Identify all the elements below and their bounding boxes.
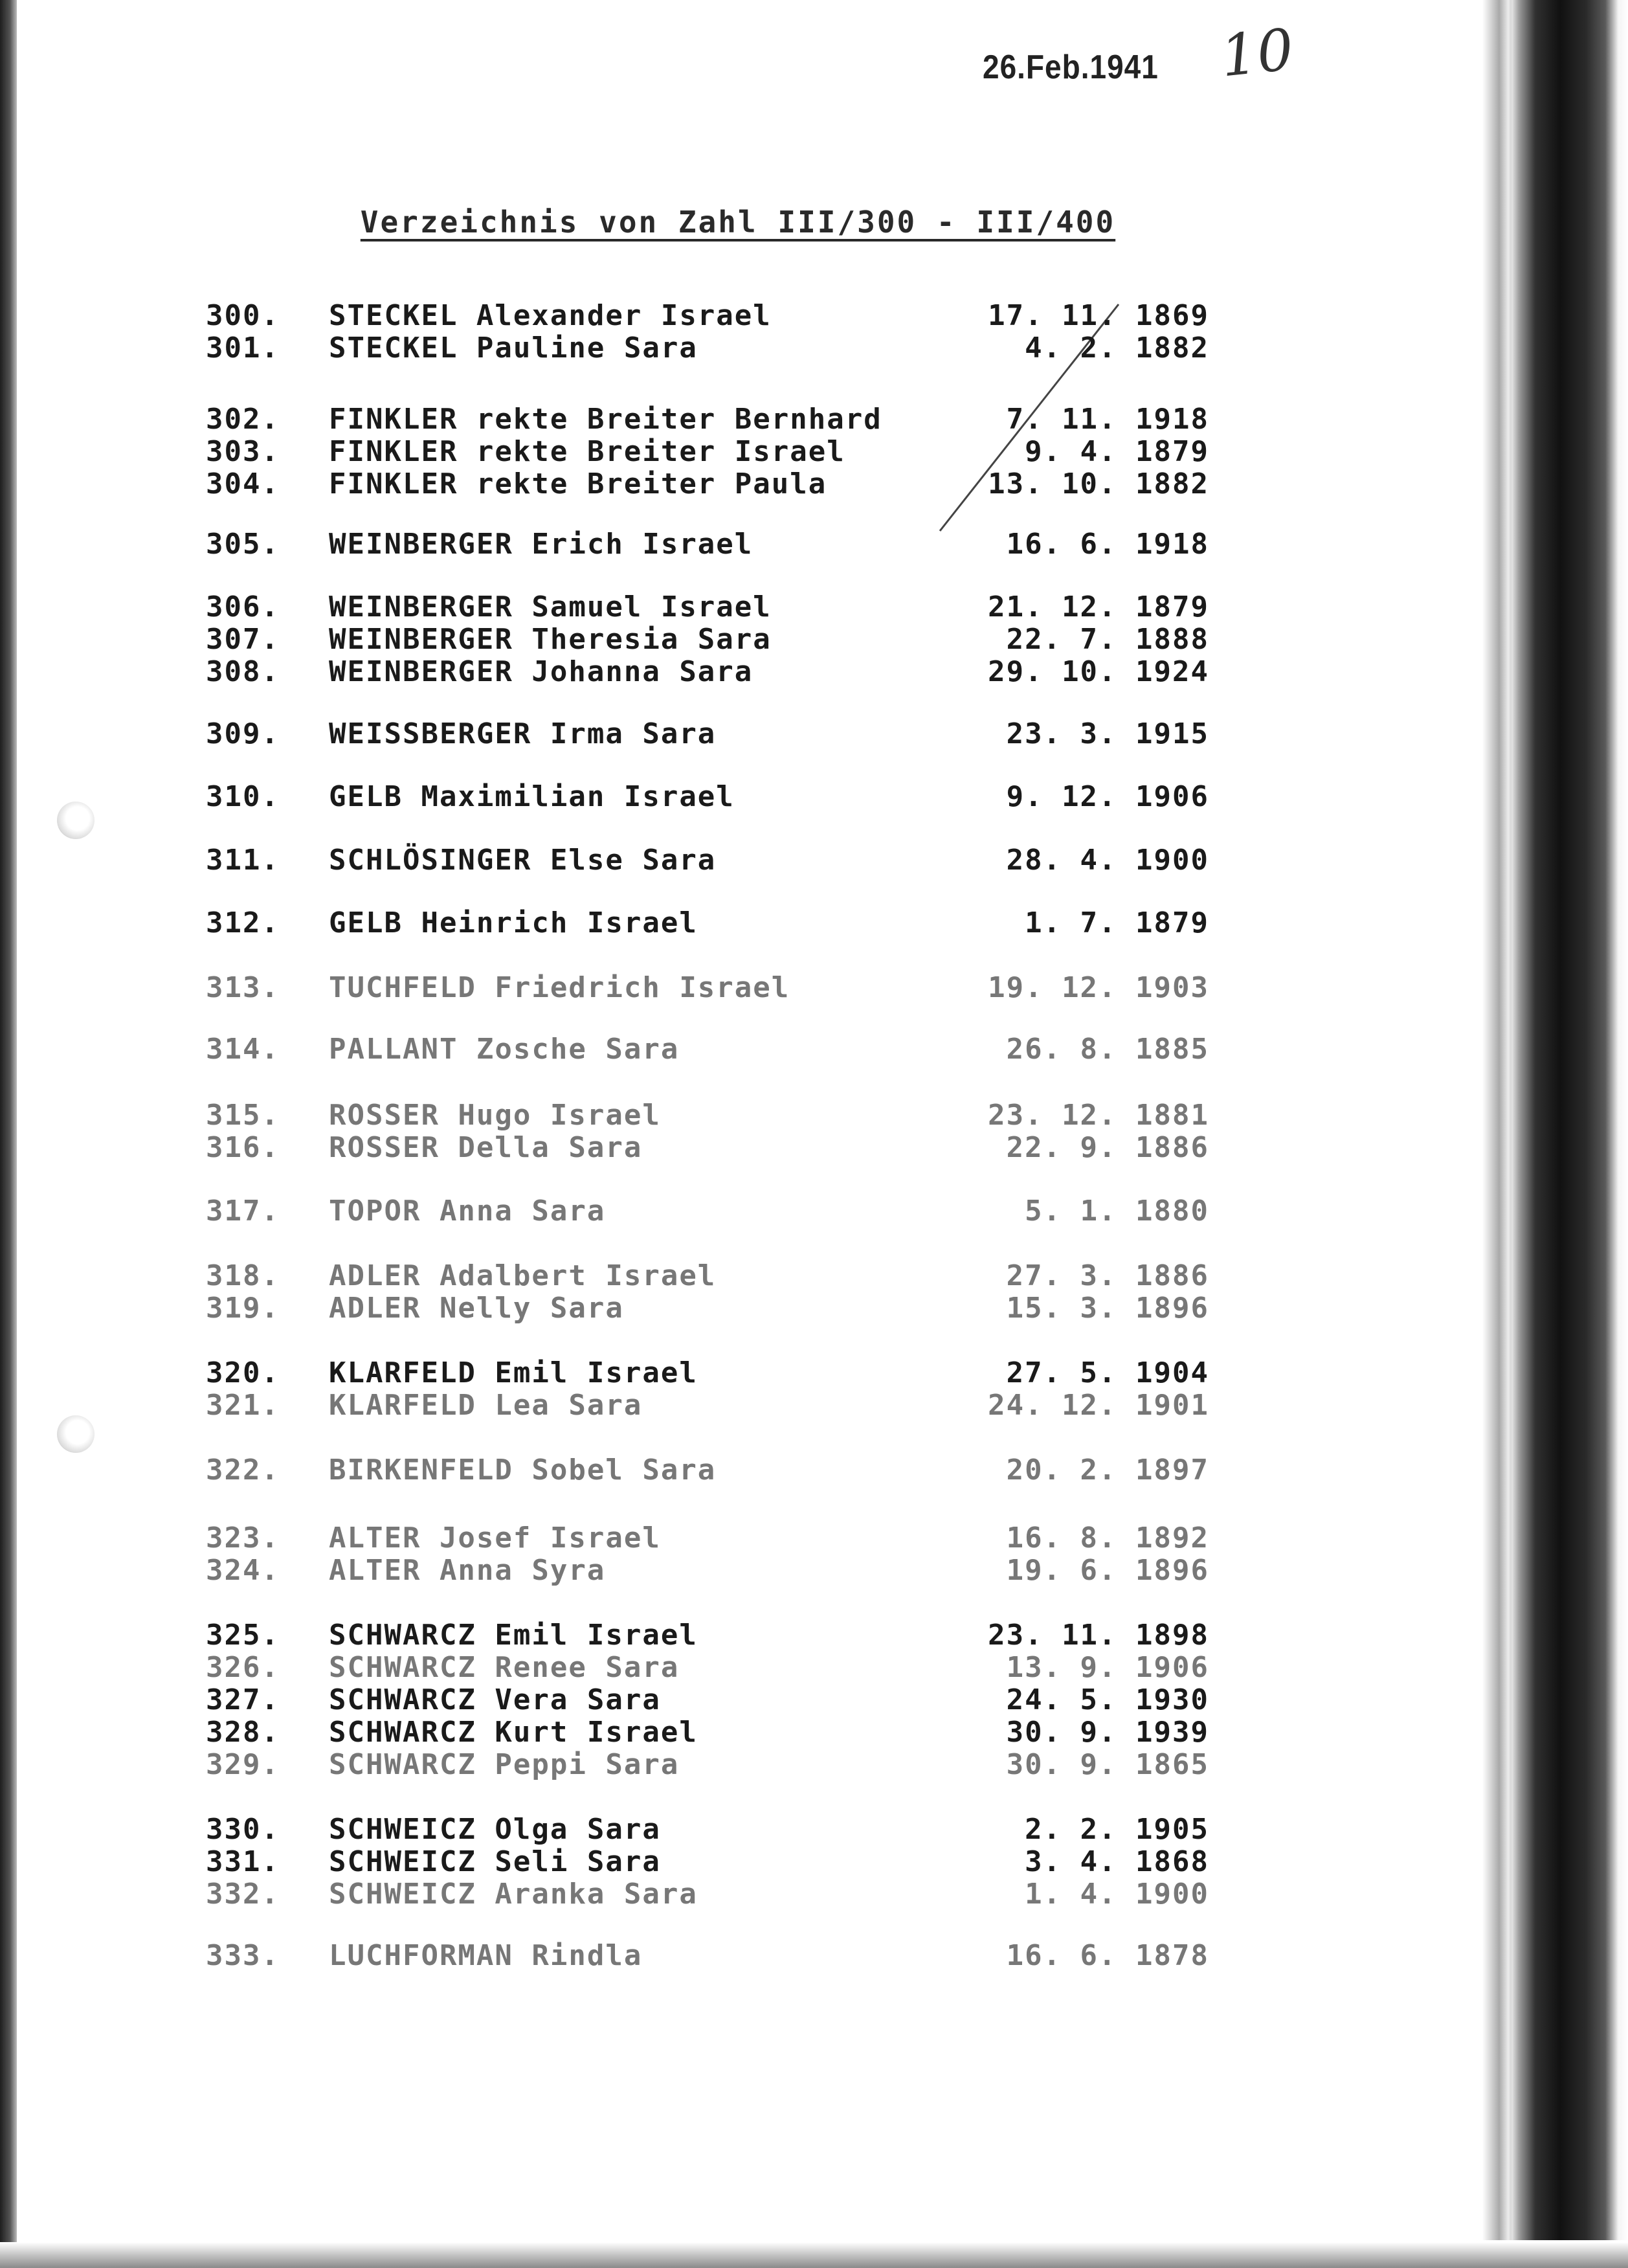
entry-name: FINKLER rekte Breiter Bernhard <box>329 403 882 436</box>
entry-name: STECKEL Pauline Sara <box>329 331 698 365</box>
entry-number: 309. <box>206 717 280 750</box>
entry-number: 318. <box>206 1259 280 1292</box>
entry-birth-date: 20. 2. 1897 <box>1006 1454 1209 1487</box>
entry-name: SCHWARCZ Renee Sara <box>329 1651 680 1684</box>
entry-name: LUCHFORMAN Rindla <box>329 1939 643 1972</box>
entry-birth-date: 22. 7. 1888 <box>1006 623 1209 656</box>
entry-birth-date: 30. 9. 1939 <box>1006 1716 1209 1749</box>
entry-number: 308. <box>206 655 280 688</box>
entry-birth-date: 23. 12. 1881 <box>988 1099 1209 1132</box>
entry-birth-date: 2. 2. 1905 <box>1025 1813 1209 1846</box>
entry-name: FINKLER rekte Breiter Israel <box>329 435 845 468</box>
entry-birth-date: 9. 4. 1879 <box>1025 435 1209 468</box>
entry-name: WEINBERGER Erich Israel <box>329 528 753 561</box>
entry-name: ALTER Josef Israel <box>329 1521 661 1555</box>
entry-name: SCHWARCZ Kurt Israel <box>329 1716 698 1749</box>
entry-name: SCHWEICZ Olga Sara <box>329 1813 661 1846</box>
entry-name: TOPOR Anna Sara <box>329 1195 606 1228</box>
entry-birth-date: 24. 12. 1901 <box>988 1389 1209 1422</box>
entry-birth-date: 16. 8. 1892 <box>1006 1521 1209 1555</box>
entry-birth-date: 7. 11. 1918 <box>1006 403 1209 436</box>
document-date: 26.Feb.1941 <box>983 47 1159 86</box>
entry-number: 328. <box>206 1716 280 1749</box>
list-title: Verzeichnis von Zahl III/300 - III/400 <box>360 205 1116 240</box>
entry-name: STECKEL Alexander Israel <box>329 299 772 332</box>
entry-number: 322. <box>206 1454 280 1487</box>
entry-birth-date: 17. 11. 1869 <box>988 299 1209 332</box>
entry-number: 306. <box>206 590 280 623</box>
entry-name: WEINBERGER Theresia Sara <box>329 623 772 656</box>
entry-number: 303. <box>206 435 280 468</box>
entry-number: 301. <box>206 331 280 365</box>
entry-number: 321. <box>206 1389 280 1422</box>
entry-number: 307. <box>206 623 280 656</box>
entry-birth-date: 27. 5. 1904 <box>1006 1356 1209 1389</box>
entry-number: 314. <box>206 1033 280 1066</box>
entry-birth-date: 24. 5. 1930 <box>1006 1683 1209 1716</box>
entry-birth-date: 26. 8. 1885 <box>1006 1033 1209 1066</box>
entry-birth-date: 19. 12. 1903 <box>988 971 1209 1004</box>
entry-name: SCHWARCZ Emil Israel <box>329 1619 698 1652</box>
entry-number: 305. <box>206 528 280 561</box>
entry-birth-date: 5. 1. 1880 <box>1025 1195 1209 1228</box>
entry-birth-date: 23. 3. 1915 <box>1006 717 1209 750</box>
entry-number: 304. <box>206 467 280 500</box>
entry-number: 325. <box>206 1619 280 1652</box>
entry-number: 333. <box>206 1939 280 1972</box>
entry-name: SCHWEICZ Seli Sara <box>329 1845 661 1878</box>
entry-name: PALLANT Zosche Sara <box>329 1033 680 1066</box>
entry-birth-date: 27. 3. 1886 <box>1006 1259 1209 1292</box>
entry-birth-date: 29. 10. 1924 <box>988 655 1209 688</box>
entry-birth-date: 13. 10. 1882 <box>988 467 1209 500</box>
entry-name: WEINBERGER Samuel Israel <box>329 590 772 623</box>
entry-birth-date: 3. 4. 1868 <box>1025 1845 1209 1878</box>
entry-number: 330. <box>206 1813 280 1846</box>
entry-name: BIRKENFELD Sobel Sara <box>329 1454 717 1487</box>
entry-number: 302. <box>206 403 280 436</box>
entry-number: 319. <box>206 1292 280 1325</box>
entry-number: 327. <box>206 1683 280 1716</box>
entry-number: 313. <box>206 971 280 1004</box>
entry-number: 300. <box>206 299 280 332</box>
entry-name: GELB Maximilian Israel <box>329 780 735 813</box>
entry-birth-date: 16. 6. 1878 <box>1006 1939 1209 1972</box>
entry-name: ALTER Anna Syra <box>329 1554 606 1587</box>
entry-birth-date: 4. 2. 1882 <box>1025 331 1209 365</box>
entry-name: GELB Heinrich Israel <box>329 906 698 939</box>
entry-birth-date: 19. 6. 1896 <box>1006 1554 1209 1587</box>
entry-name: KLARFELD Lea Sara <box>329 1389 643 1422</box>
entry-name: WEINBERGER Johanna Sara <box>329 655 753 688</box>
entry-name: SCHWEICZ Aranka Sara <box>329 1878 698 1911</box>
entry-number: 310. <box>206 780 280 813</box>
entry-birth-date: 30. 9. 1865 <box>1006 1748 1209 1781</box>
entry-birth-date: 21. 12. 1879 <box>988 590 1209 623</box>
entry-number: 331. <box>206 1845 280 1878</box>
entry-name: FINKLER rekte Breiter Paula <box>329 467 827 500</box>
entry-name: KLARFELD Emil Israel <box>329 1356 698 1389</box>
entry-name: ROSSER Hugo Israel <box>329 1099 661 1132</box>
entry-birth-date: 9. 12. 1906 <box>1006 780 1209 813</box>
entry-birth-date: 1. 4. 1900 <box>1025 1878 1209 1911</box>
entry-name: WEISSBERGER Irma Sara <box>329 717 717 750</box>
entry-birth-date: 1. 7. 1879 <box>1025 906 1209 939</box>
entry-birth-date: 16. 6. 1918 <box>1006 528 1209 561</box>
entry-name: SCHLÖSINGER Else Sara <box>329 844 717 877</box>
entry-number: 323. <box>206 1521 280 1555</box>
entry-number: 324. <box>206 1554 280 1587</box>
entry-number: 329. <box>206 1748 280 1781</box>
entry-name: SCHWARCZ Vera Sara <box>329 1683 661 1716</box>
entry-number: 332. <box>206 1878 280 1911</box>
entry-number: 311. <box>206 844 280 877</box>
entry-number: 326. <box>206 1651 280 1684</box>
entry-name: TUCHFELD Friedrich Israel <box>329 971 790 1004</box>
entry-name: SCHWARCZ Peppi Sara <box>329 1748 680 1781</box>
entry-name: ROSSER Della Sara <box>329 1131 643 1164</box>
entry-birth-date: 22. 9. 1886 <box>1006 1131 1209 1164</box>
entry-birth-date: 28. 4. 1900 <box>1006 844 1209 877</box>
handwritten-page-number: 10 <box>1217 16 1297 90</box>
entry-name: ADLER Adalbert Israel <box>329 1259 717 1292</box>
entry-number: 315. <box>206 1099 280 1132</box>
entry-birth-date: 15. 3. 1896 <box>1006 1292 1209 1325</box>
entry-birth-date: 13. 9. 1906 <box>1006 1651 1209 1684</box>
entry-number: 312. <box>206 906 280 939</box>
entry-name: ADLER Nelly Sara <box>329 1292 624 1325</box>
entry-birth-date: 23. 11. 1898 <box>988 1619 1209 1652</box>
entry-number: 317. <box>206 1195 280 1228</box>
entry-number: 320. <box>206 1356 280 1389</box>
entry-number: 316. <box>206 1131 280 1164</box>
